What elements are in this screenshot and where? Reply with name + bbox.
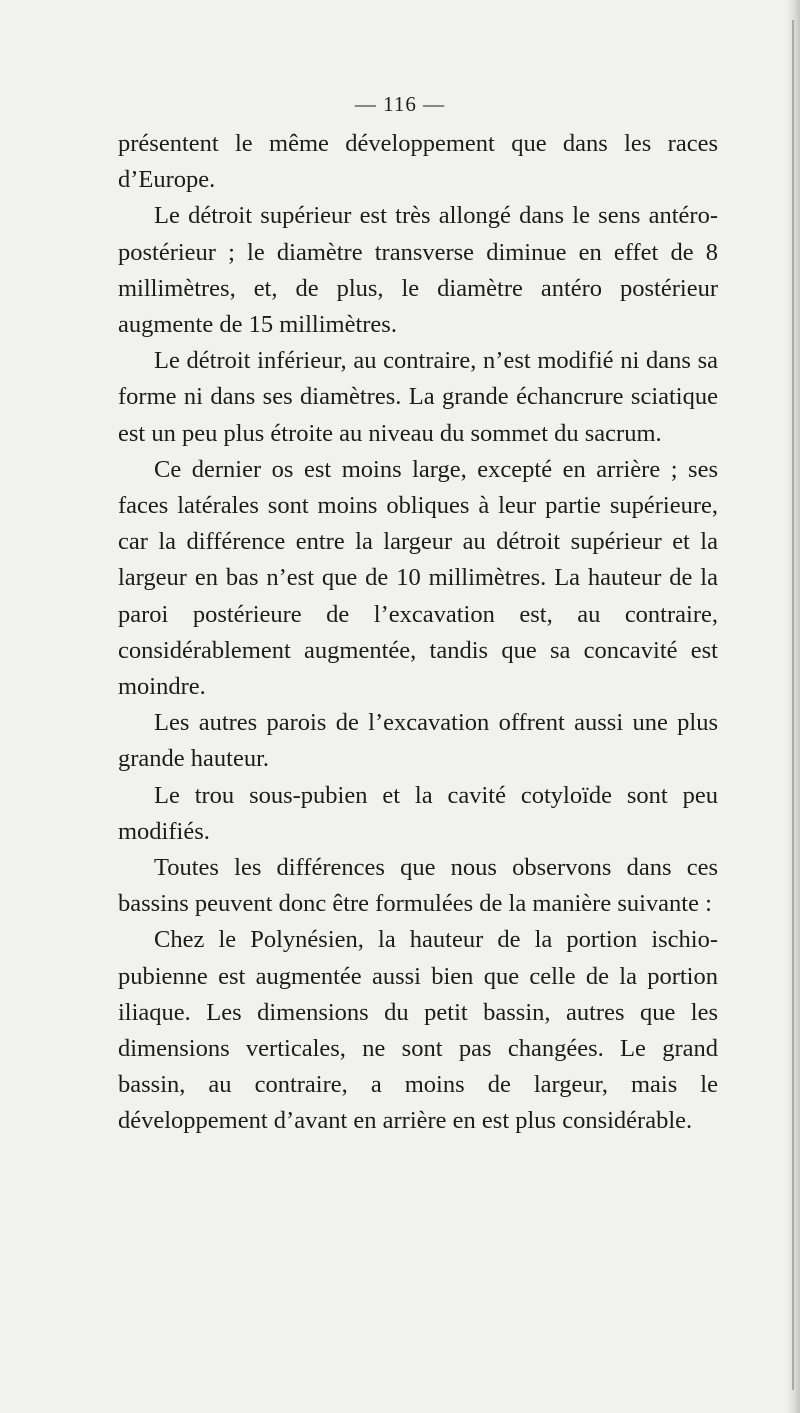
paragraph-4: Ce dernier os est moins large, excepté en arrière ; ses faces latérales sont moins obliques à leur partie supérieure, car la différence entre la largeur au détroit supérieur et la largeur en bas n’est que de 10 millimètres. La hauteur de la paroi postérieure de l’excavation est, au contraire, considérablement augmentée, tandis que sa concavité est moindre. [118, 455, 718, 701]
page-number: — 116 — [354, 92, 446, 116]
paragraph-5: Les autres parois de l’excavation offrent aussi une plus grande hauteur. [118, 709, 718, 773]
page-edge-line [792, 20, 794, 1390]
paragraph-7: Toutes les différences que nous observons dans ces bassins peuvent donc être formulées de la manière suivante : [118, 854, 718, 918]
paragraph-8: Chez le Polynésien, la hauteur de la portion ischio-pubienne est augmentée aussi bien que celle de la portion iliaque. Les dimensions du petit bassin, autres que les dimensions verticales, ne sont pas changées. Le grand bassin, au contraire, a moins de largeur, mais le développement d’avant en arrière en est plus considérable. [118, 926, 718, 1135]
paragraph-2: Le détroit supérieur est très allongé dans le sens antéro-postérieur ; le diamètre transverse diminue en effet de 8 millimètres, et, de plus, le diamètre antéro postérieur augmente de 15 millimètres. [118, 202, 718, 339]
body-text [118, 126, 718, 1140]
paragraph-6: Le trou sous-pubien et la cavité cotyloïde sont peu modifiés. [118, 781, 718, 845]
paragraph-1: présentent le même développement que dans les races d’Europe. [118, 130, 718, 194]
paragraph-3: Le détroit inférieur, au contraire, n’est modifié ni dans sa forme ni dans ses diamètres. La grande échancrure sciatique est un peu plus étroite au niveau du sommet du sacrum. [118, 347, 718, 447]
